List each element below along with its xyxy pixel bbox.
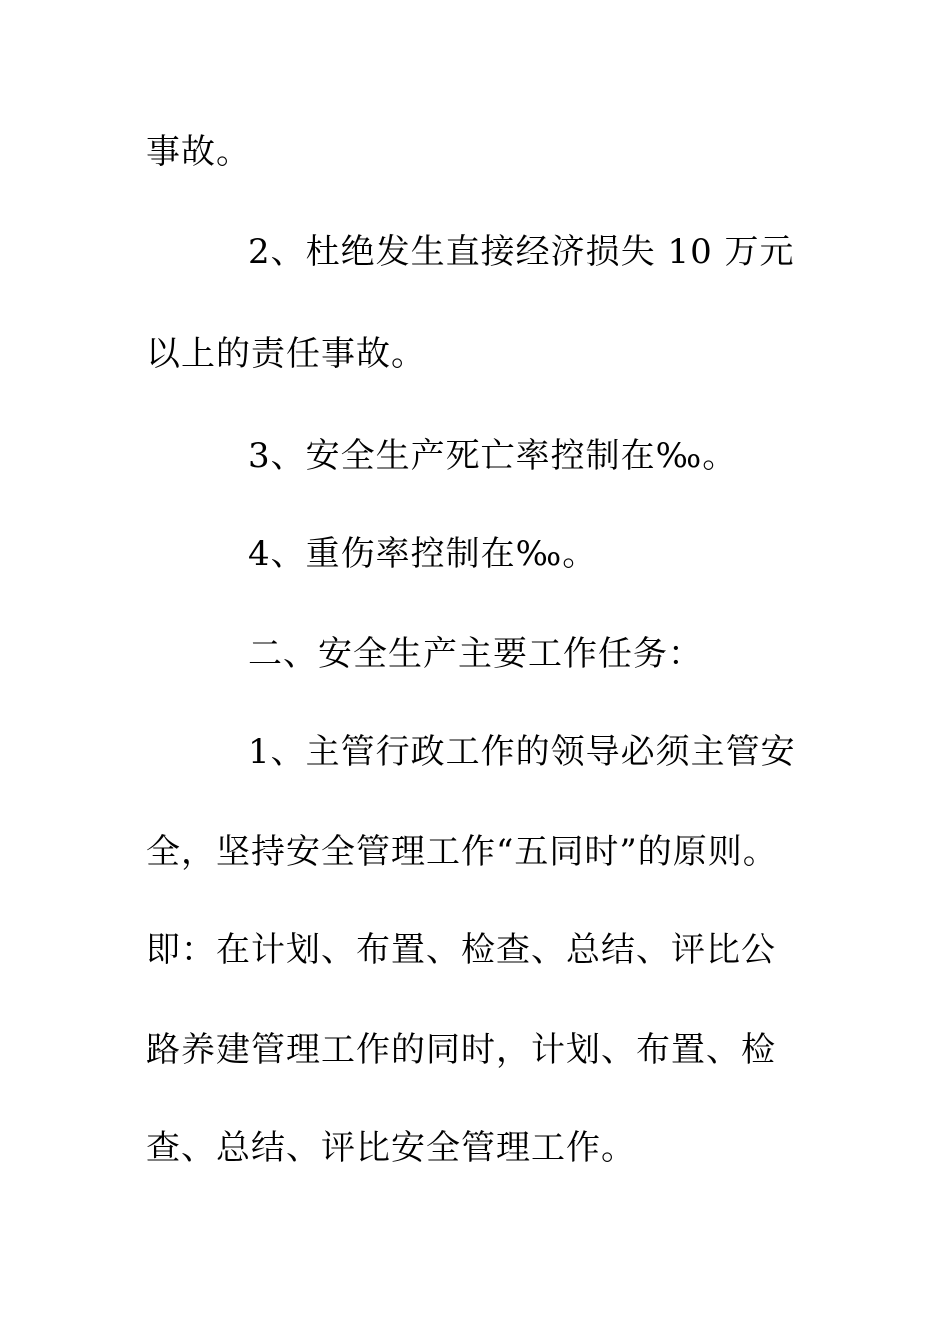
paragraph-line: 即：在计划、布置、检查、总结、评比公 [146,930,776,970]
paragraph-line: 4、重伤率控制在‰。 [248,534,598,574]
paragraph-line: 路养建管理工作的同时，计划、布置、检 [146,1030,776,1070]
paragraph-line: 2、杜绝发生直接经济损失 10 万元 [248,232,795,272]
section-heading: 二、安全生产主要工作任务： [248,634,703,674]
paragraph-line: 以上的责任事故。 [146,334,426,374]
paragraph-line: 3、安全生产死亡率控制在‰。 [248,436,738,476]
paragraph-line: 查、总结、评比安全管理工作。 [146,1128,636,1168]
paragraph-line: 事故。 [146,132,251,172]
paragraph-line: 1、主管行政工作的领导必须主管安 [248,732,796,772]
paragraph-line: 全，坚持安全管理工作“五同时”的原则。 [146,832,778,872]
